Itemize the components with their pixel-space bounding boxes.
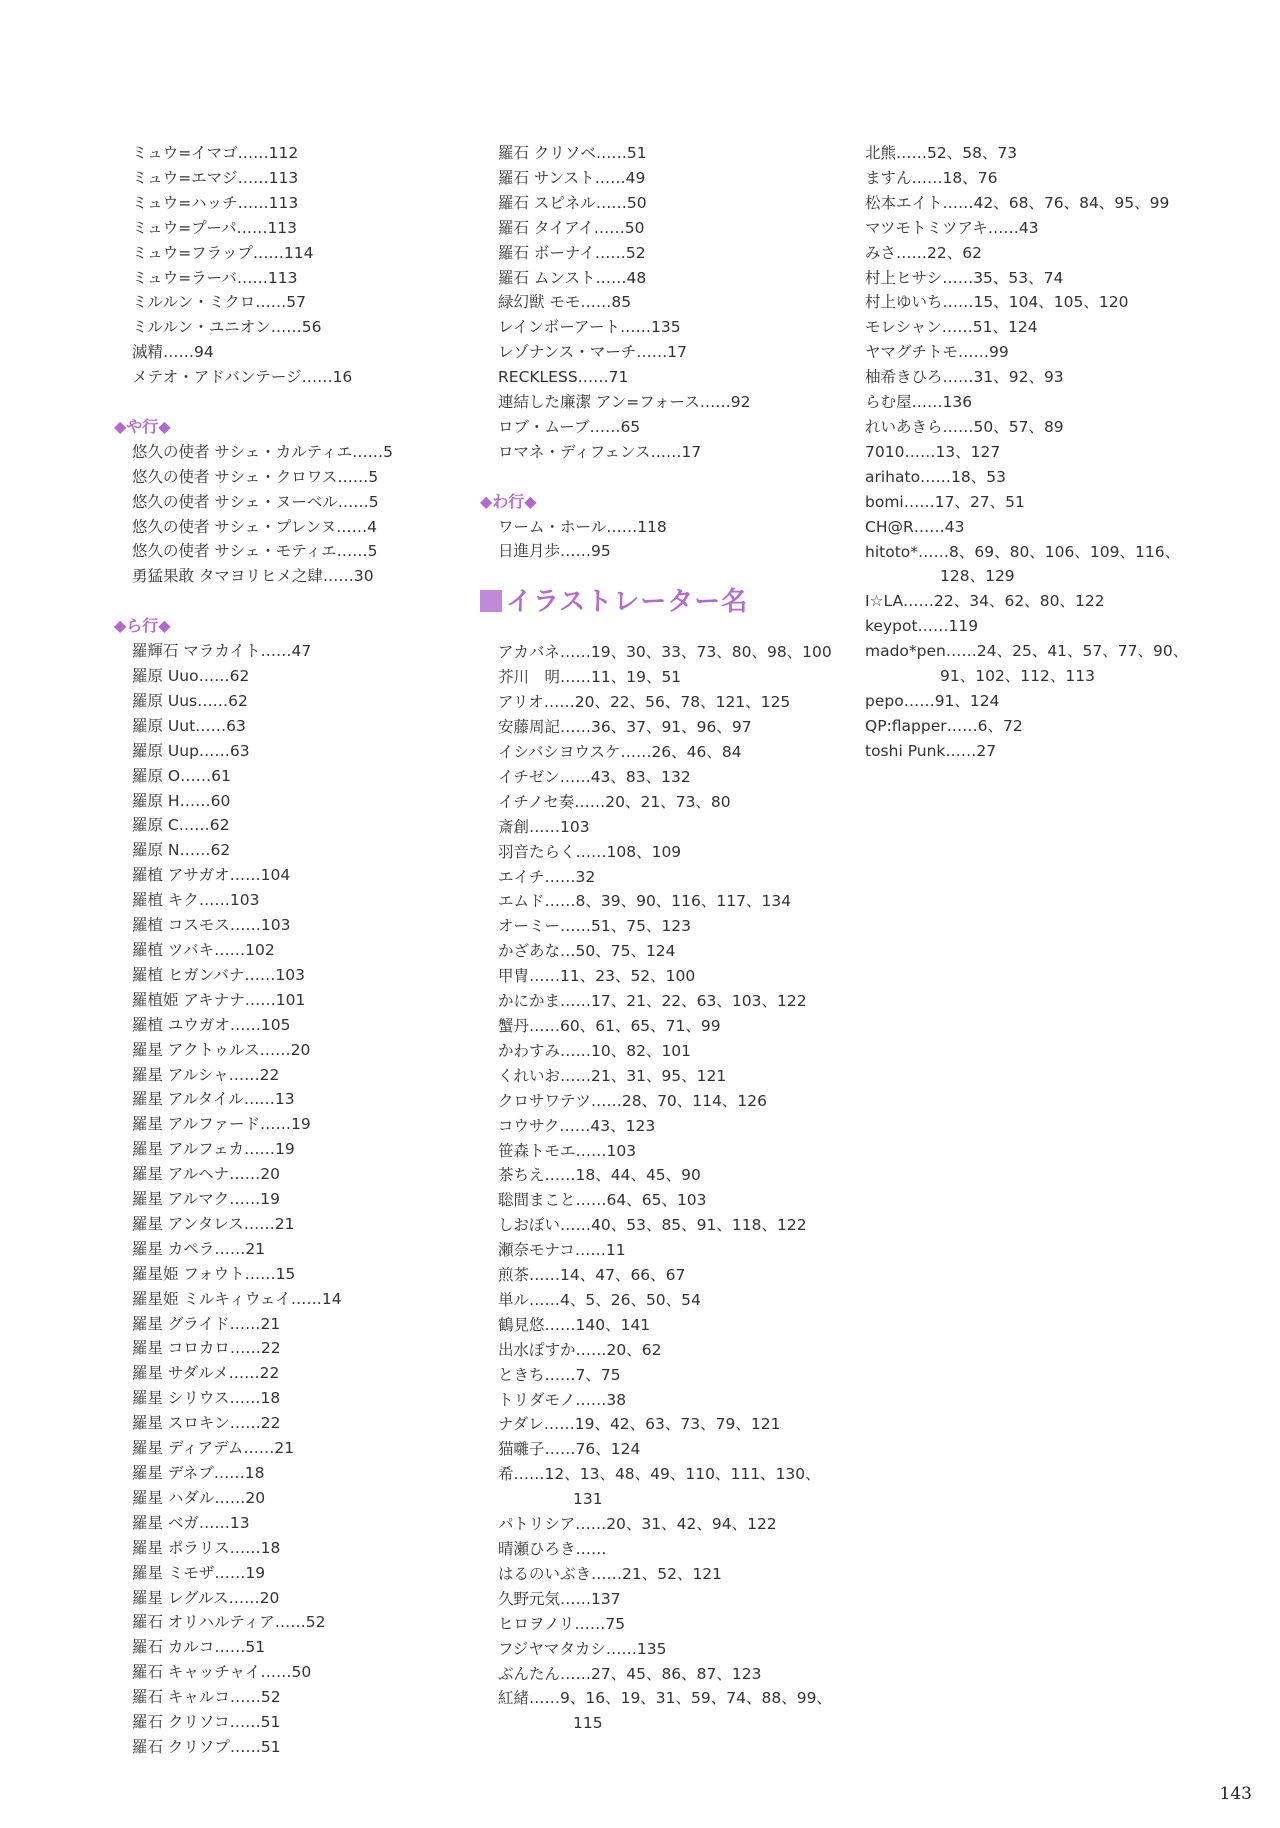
index-entry: らむ屋……136	[865, 393, 973, 412]
index-entry: 柚希きひろ……31、92、93	[865, 368, 1064, 387]
index-entry: モレシャン……51、124	[865, 318, 1038, 337]
index-column-3	[865, 141, 1255, 764]
index-entry: QP:flapper……6、72	[865, 716, 1023, 735]
index-entry: 羅石 オリハルティア……52	[132, 1613, 326, 1632]
index-entry: 北熊……52、58、73	[865, 144, 1018, 162]
index-entry: 羅輝石 マラカイト……47	[132, 642, 312, 661]
index-entry: I☆LA……22、34、62、80、122	[865, 592, 1105, 611]
index-entry: パトリシア……20、31、42、94、122	[498, 1515, 777, 1534]
index-entry: 羅原 Uus……62	[132, 691, 248, 710]
list-group-wa	[498, 515, 838, 565]
index-entry: ミュウ=フラップ……114	[132, 243, 314, 262]
index-entry: 羅植 キク……103	[132, 891, 260, 910]
index-entry: 斎創……103	[498, 817, 590, 836]
index-entry: 悠久の使者 サシェ・ヌーベル……5	[132, 492, 379, 511]
index-entry: ヤマグチトモ……99	[865, 343, 1009, 362]
index-entry: ナダレ……19、42、63、73、79、121	[498, 1415, 781, 1434]
index-entry: アリオ……20、22、56、78、121、125	[498, 693, 791, 712]
index-entry: 羅植 コスモス……103	[132, 916, 291, 935]
index-entry: エムド……8、39、90、116、117、134	[498, 892, 792, 911]
index-entry: RECKLESS……71	[498, 368, 629, 387]
index-entry: pepo……91、124	[865, 691, 1000, 710]
index-entry: 悠久の使者 サシェ・クロワス……5	[132, 467, 379, 486]
index-entry: 羅石 サンスト……49	[498, 168, 646, 187]
index-entry: 羅星 ポラリス……18	[132, 1538, 281, 1557]
index-entry: くれいお……21、31、95、121	[498, 1066, 727, 1085]
index-entry: arihato……18、53	[865, 467, 1007, 486]
index-entry: keypot……119	[865, 617, 979, 636]
index-entry: 勇猛果敢 タマヨリヒメ之肆……30	[132, 567, 374, 586]
index-entry: 猫囃子……76、124	[498, 1440, 641, 1459]
illustrator-heading	[480, 582, 838, 622]
illustrator-heading-text: イラストレーター名	[506, 587, 749, 618]
index-entry: 羅石 ムンスト……48	[498, 268, 647, 287]
index-entry: 羅星 カペラ……21	[132, 1239, 266, 1258]
index-entry: bomi……17、27、51	[865, 492, 1025, 511]
index-entry: toshi Punk……27	[865, 741, 997, 760]
index-entry: 羅星 シリウス……18	[132, 1389, 281, 1408]
section-heading-ya: ◆や行◆	[114, 416, 171, 436]
index-entry: 蟹丹……60、61、65、71、99	[498, 1016, 721, 1035]
index-entry: ロマネ・ディフェンス……17	[498, 442, 702, 461]
index-entry: 羅星 アクトゥルス……20	[132, 1040, 311, 1059]
index-entry: hitoto*……8、69、80、106、109、116、 128、129	[865, 540, 1255, 590]
index-entry: 茶ちえ……18、44、45、90	[498, 1166, 701, 1185]
index-entry: 羅星 レグルス……20	[132, 1588, 280, 1607]
index-entry: mado*pen……24、25、41、57、77、90、 91、102、112、113	[865, 639, 1255, 689]
page-number: 143	[1219, 1784, 1252, 1804]
index-entry: アカバネ……19、30、33、73、80、98、100	[498, 643, 832, 662]
index-entry: ますん……18、76	[865, 168, 998, 187]
index-entry: 出水ぽすか……20、62	[498, 1340, 662, 1359]
index-entry: ミルルン・ミクロ……57	[132, 293, 306, 312]
list-group-ra-cont	[498, 141, 838, 465]
index-entry-continuation: 91、102、112、113	[940, 667, 1095, 686]
list-group-mi-me	[132, 141, 472, 390]
index-entry: 羅星 ディアデム……21	[132, 1439, 295, 1458]
index-entry: 瀬奈モナコ……11	[498, 1241, 626, 1260]
list-group-ya	[132, 440, 472, 589]
index-entry: 羅植 ツバキ……102	[132, 940, 275, 959]
index-entry: ヒロヲノリ……75	[498, 1614, 626, 1633]
index-entry: 羅星 グライド……21	[132, 1314, 281, 1333]
index-entry: れいあきら……50、57、89	[865, 417, 1064, 436]
index-entry: オーミー……51、75、123	[498, 917, 692, 936]
index-entry: 羅植姫 アキナナ……101	[132, 990, 306, 1009]
index-entry: かわすみ……10、82、101	[498, 1041, 692, 1060]
index-entry: 羅星 サダルメ……22	[132, 1364, 280, 1383]
index-entry: 甲冑……11、23、52、100	[498, 967, 696, 986]
index-entry: コウサク……43、123	[498, 1116, 656, 1135]
index-entry: ときち……7、75	[498, 1365, 621, 1384]
index-entry: 羅原 O……61	[132, 766, 231, 785]
index-entry: 晴瀬ひろき……	[498, 1540, 607, 1559]
index-entry: 芥川 明……11、19、51	[498, 668, 682, 687]
index-entry: 煎茶……14、47、66、67	[498, 1266, 686, 1285]
index-entry: マツモトミツアキ……43	[865, 218, 1039, 237]
index-entry: はるのいぶき……21、52、121	[498, 1564, 723, 1583]
index-entry: 羅星 アンタレス……21	[132, 1214, 295, 1233]
index-entry: みさ……22、62	[865, 243, 982, 262]
index-entry: 日進月歩……95	[498, 542, 611, 561]
index-entry: 羅星 スロキン……22	[132, 1414, 281, 1433]
index-entry: 羅石 カルコ……51	[132, 1638, 266, 1657]
index-entry: 笹森トモエ……103	[498, 1141, 637, 1160]
section-heading-ra: ◆ら行◆	[114, 616, 171, 636]
index-entry: ミュウ=ラーバ……113	[132, 268, 298, 287]
index-entry: 連結した廉潔 アン=フォース……92	[498, 393, 751, 412]
index-entry: フジヤマタカシ……135	[498, 1639, 667, 1658]
index-entry: 羅原 N……62	[132, 841, 231, 860]
index-entry: ワーム・ホール……118	[498, 517, 667, 536]
index-entry: しおぼい……40、53、85、91、118、122	[498, 1216, 807, 1235]
index-entry: 羅星 ベガ……13	[132, 1513, 250, 1532]
index-entry: 羅星 デネブ……18	[132, 1464, 265, 1482]
index-entry: 羅星姫 フォウト……15	[132, 1264, 296, 1283]
index-entry: 緑幻獣 モモ……85	[498, 293, 632, 312]
index-entry: 松本エイト……42、68、76、84、95、99	[865, 193, 1170, 212]
index-entry: 村上ヒサシ……35、53、74	[865, 268, 1064, 287]
index-entry-continuation: 131	[573, 1490, 603, 1509]
index-entry-continuation: 128、129	[940, 567, 1015, 586]
index-entry: 悠久の使者 サシェ・プレンヌ……4	[132, 517, 378, 536]
section-heading-wa: ◆わ行◆	[480, 491, 537, 511]
index-entry: 羅星 アルタイル……13	[132, 1090, 295, 1109]
index-entry: 羅星 ミモザ……19	[132, 1563, 266, 1582]
index-entry: 羅星 アルフェカ……19	[132, 1140, 295, 1159]
index-entry-continuation: 115	[573, 1714, 603, 1733]
index-entry: 久野元気……137	[498, 1589, 621, 1608]
index-entry: 羅植 ヒガンバナ……103	[132, 965, 305, 984]
index-entry: ミュウ=ハッチ……113	[132, 193, 299, 212]
list-group-ra	[132, 639, 472, 1760]
index-entry: 羅石 タイアイ……50	[498, 218, 645, 237]
index-entry: 羅星 コロカロ……22	[132, 1339, 281, 1358]
index-entry: レゾナンス・マーチ……17	[498, 343, 687, 362]
index-entry: 羅星 アルマク……19	[132, 1190, 281, 1209]
index-entry: 希……12、13、48、49、110、111、130、 131	[498, 1462, 838, 1512]
index-entry: 羅石 クリソコ……51	[132, 1713, 281, 1732]
index-entry: CH@R……43	[865, 517, 965, 536]
index-entry: トリダモノ……38	[498, 1390, 627, 1409]
index-entry: 羅星 ハダル……20	[132, 1488, 266, 1507]
index-entry: 羅植 アサガオ……104	[132, 866, 291, 885]
index-entry: 羅原 Uup……63	[132, 741, 250, 760]
index-column-2	[480, 141, 838, 1736]
index-entry: 羅石 キャッチャイ……50	[132, 1663, 312, 1682]
index-entry: 羅原 C……62	[132, 816, 230, 835]
index-entry: メテオ・アドバンテージ……16	[132, 368, 353, 387]
index-entry: 羅植 ユウガオ……105	[132, 1015, 291, 1034]
index-entry: クロサワテツ……28、70、114、126	[498, 1091, 767, 1110]
square-icon	[480, 590, 502, 612]
index-entry: 7010……13、127	[865, 442, 1001, 461]
index-entry: ミルルン・ユニオン……56	[132, 318, 322, 337]
index-entry: 羅石 キャルコ……52	[132, 1688, 281, 1707]
index-entry: イチゼン……43、83、132	[498, 767, 691, 786]
index-entry: 村上ゆいち……15、104、105、120	[865, 293, 1129, 312]
index-entry: エイチ……32	[498, 867, 596, 886]
index-entry: 羅石 スピネル……50	[498, 193, 647, 212]
index-entry: 聡間まこと……64、65、103	[498, 1191, 707, 1210]
index-entry: ミュウ=プーパ……113	[132, 218, 298, 237]
index-entry: 羅石 クリソプ……51	[132, 1737, 281, 1756]
index-entry: ミュウ=イマゴ……112	[132, 144, 299, 162]
index-entry: 羅原 Uut……63	[132, 716, 246, 735]
index-entry: 滅精……94	[132, 343, 214, 362]
index-entry: 羅石 ボーナイ……52	[498, 243, 646, 262]
list-group-illustrators	[498, 640, 838, 1736]
index-entry: 羅星姫 ミルキィウェイ……14	[132, 1289, 342, 1308]
index-entry: イシバシヨウスケ……26、46、84	[498, 743, 742, 762]
index-entry: 羽音たらく……108、109	[498, 842, 682, 861]
index-entry: 鶴見悠……140、141	[498, 1315, 651, 1334]
index-entry: ぶんたん……27、45、86、87、123	[498, 1664, 762, 1683]
index-entry: 羅原 Uuo……62	[132, 667, 250, 685]
index-entry: ミュウ=エマジ……113	[132, 168, 299, 187]
index-entry: かざあな…50、75、124	[498, 942, 676, 961]
index-entry: ロブ・ムーブ……65	[498, 417, 641, 436]
index-entry: レインボーアート……135	[498, 318, 681, 337]
index-entry: 単ル……4、5、26、50、54	[498, 1290, 701, 1309]
index-entry: 羅星 アルシャ……22	[132, 1065, 280, 1084]
index-entry: 安藤周記……36、37、91、96、97	[498, 718, 752, 737]
index-entry: 羅石 クリソベ……51	[498, 144, 647, 162]
index-column-1	[114, 141, 472, 1760]
list-group-illustrators-cont	[865, 141, 1255, 764]
index-entry: かにかま……17、21、22、63、103、122	[498, 992, 807, 1011]
index-entry: 羅星 アルヘナ……20	[132, 1165, 281, 1184]
index-entry: 羅星 アルファード……19	[132, 1115, 311, 1134]
index-entry: 紅緒……9、16、19、31、59、74、88、99、 115	[498, 1686, 838, 1736]
index-entry: イチノセ奏……20、21、73、80	[498, 792, 731, 811]
index-entry: 悠久の使者 サシェ・カルティエ……5	[132, 442, 393, 461]
index-entry: 悠久の使者 サシェ・モティエ……5	[132, 542, 378, 561]
index-entry: 羅原 H……60	[132, 791, 231, 810]
